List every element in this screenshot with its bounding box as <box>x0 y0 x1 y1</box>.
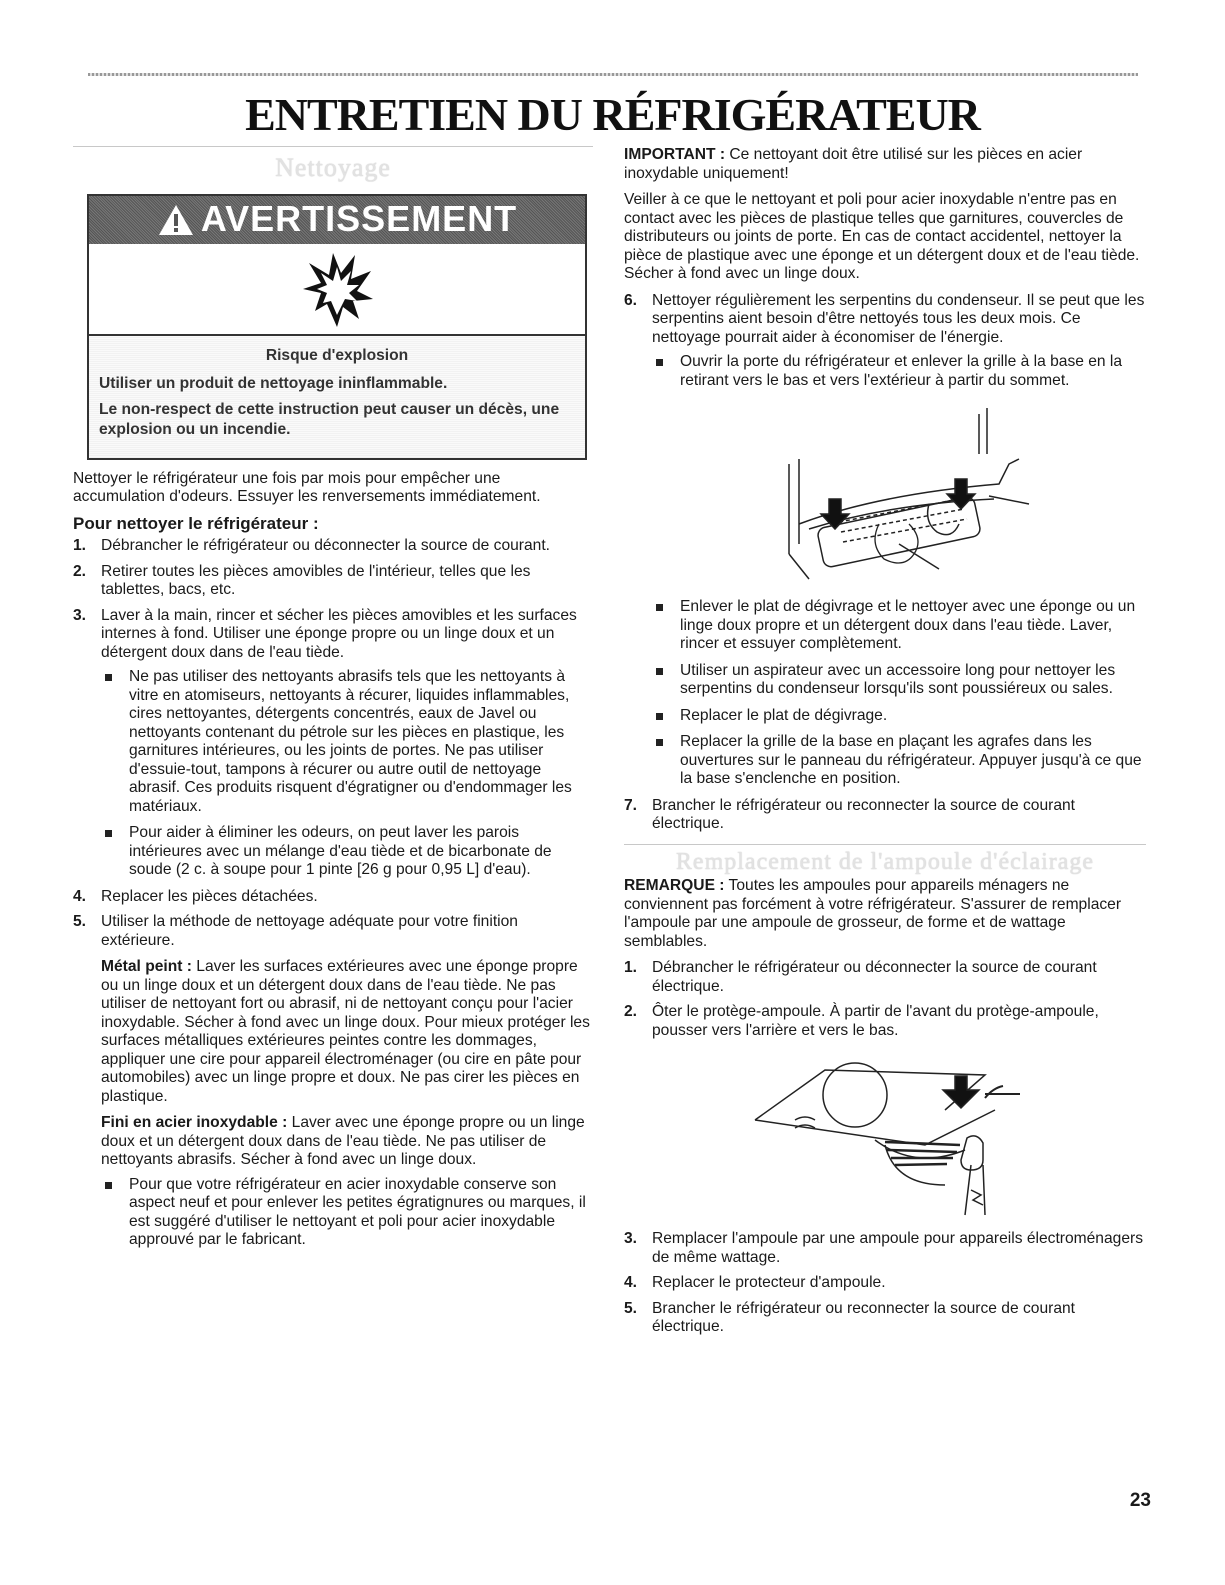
section-title-cleaning: Nettoyage <box>275 153 391 182</box>
cleaning-heading: Pour nettoyer le réfrigérateur : <box>73 513 319 533</box>
list-item: 3. Remplacer l'ampoule par une ampoule pour appareils électroménagers de même wattage. <box>624 1230 1143 1266</box>
left-column <box>73 146 593 1258</box>
warning-line-1: Utiliser un produit de nettoyage ininflammable. <box>99 374 448 392</box>
warning-header-text: AVERTISSEMENT <box>200 198 518 240</box>
painted-metal-paragraph: Métal peint : Laver les surfaces extérieures avec une éponge propre ou un linge doux et un détergent doux dans de l'eau tiède. Ne pas utiliser de nettoyant fort ou abrasif, ni de nettoyant conçu pour l'acier inoxydable. Sécher à fond avec un linge doux. Pour mieux protéger les surfaces métalliques extérieures peintes contre les dommages, appliquer une cire pour appareil électroménager (ou cire en pâte pour automobiles) avec un linge propre et doux. Ne pas cirer les pièces en plastique. <box>101 958 590 1105</box>
important-paragraph: IMPORTANT : Ce nettoyant doit être utilisé sur les pièces en acier inoxydable uniquement! <box>624 146 1083 182</box>
bulb-steps-a <box>624 959 1146 1040</box>
remark-paragraph: REMARQUE : Toutes les ampoules pour appareils ménagers ne conviennent pas forcément à votre réfrigérateur. S'assurer de remplacer l'ampoule par une ampoule de grosseur, de forme et de wattage semblables. <box>624 877 1122 950</box>
warning-body <box>89 336 585 458</box>
list-item: 2. Retirer toutes les pièces amovibles de l'intérieur, telles que les tablettes, bacs, etc. <box>73 562 531 598</box>
grille-removal-illustration <box>759 404 1039 584</box>
bullet-square-icon <box>105 1182 112 1189</box>
important-paragraph-2: Veiller à ce que le nettoyant et poli pour acier inoxydable n'entre pas en contact avec les pièces de plastique telles que garnitures, couvercles de distributeurs ou joints de porte. En cas de contact accidentel, nettoyer la pièce de plastique avec une éponge et un détergent doux et de l'eau tiède. Sécher à fond avec un linge doux. <box>624 191 1140 282</box>
bullet-item: Pour que votre réfrigérateur en acier inoxydable conserve son aspect neuf et pour enlever les petites égratignures ou marques, il est suggéré d'utiliser le nettoyant et poli pour acier inoxydable approuvé par le fabricant. <box>101 1176 593 1250</box>
warning-header <box>89 196 585 244</box>
bullet-item: Enlever le plat de dégivrage et le nettoyer avec une éponge ou un linge doux propre et un détergent doux dans l'eau tiède. Laver, rincer et essuyer complètement. <box>652 598 1146 654</box>
warning-box <box>87 194 587 460</box>
bullet-square-icon <box>656 739 663 746</box>
bullet-item: Ouvrir la porte du réfrigérateur et enlever la grille à la base en la retirant vers le bas et vers l'extérieur à partir du sommet. <box>652 353 1146 390</box>
top-rule <box>88 73 1138 76</box>
bullet-square-icon <box>656 604 663 611</box>
section-title-bulb: Remplacement de l'ampoule d'éclairage <box>675 848 1095 875</box>
list-item: 5. Utiliser la méthode de nettoyage adéquate pour votre finition extérieure. Métal peint : Laver les surfaces extérieures avec une éponge propre ou un linge doux et un détergent doux dans de l'eau tiède. Ne pas utiliser de nettoyant fort ou abrasif, ni de nettoyant conçu pour l'acier inoxydable. Sécher à fond avec un linge doux. Pour mieux protéger les surfaces métalliques extérieures peintes contre les dommages, appliquer une cire pour appareil électroménager (ou cire en pâte pour automobiles) avec un linge propre et doux. Ne pas cirer les pièces en plastique. Fini en acier inoxydable : Laver avec une éponge propre ou un linge doux et un détergent doux dans de l'eau tiède. Ne pas utiliser de nettoyants abrasifs. Sécher à fond avec un linge doux. Pour que votre réfrigérateur en acier inoxydable conserve son aspect neuf et pour enlever les petites égratignures ou marques, il est suggéré d'utiliser le nettoyant et poli pour acier inoxydable approuvé par le fabricant. <box>73 913 593 1250</box>
page-number: 23 <box>1129 1490 1151 1511</box>
list-item: 2. Ôter le protège-ampoule. À partir de l'avant du protège-ampoule, pousser vers l'arrière et vers le bas. <box>624 1003 1099 1039</box>
warning-risk: Risque d'explosion <box>265 346 409 364</box>
bullet-item: Replacer le plat de dégivrage. <box>652 707 1146 726</box>
bullet-item: Pour aider à éliminer les odeurs, on peut laver les parois intérieures avec un mélange d'eau tiède et de bicarbonate de soude (2 c. à soupe pour 1 pinte [26 g pour 0,95 L] d'eau). <box>101 824 593 880</box>
bullet-item: Utiliser un aspirateur avec un accessoire long pour nettoyer les serpentins du condenseur lorsqu'ils sont poussiéreux ou sales. <box>652 662 1146 699</box>
bullet-square-icon <box>656 713 663 720</box>
bullet-square-icon <box>105 674 112 681</box>
list-item: 6. Nettoyer régulièrement les serpentins du condenseur. Il se peut que les serpentins aient besoin d'être nettoyés tous les deux mois. Ce nettoyage pourrait aider à économiser de l'énergie. Ouvrir la porte du réfrigérateur et enlever la grille à la base en la retirant vers le bas et vers l'extérieur à partir du sommet. Enlever le plat de dégivrage et le nettoyer avec une éponge ou un linge doux propre et un détergent doux dans l'eau tiède. Laver, rincer et essuyer complètement. Utiliser un aspirateur avec un accessoire long pour nettoyer les serpentins du condenseur lorsqu'ils sont poussiéreux ou sales. Replacer le plat de dégivrage. Replacer la grille de la base en plaçant les agrafes dans les ouvertures sur le panneau du réfrigérateur. Appuyer jusqu'à ce que la base s'enclenche en position. <box>624 291 1145 787</box>
list-item: 1. Débrancher le réfrigérateur ou déconnecter la source de courant. <box>73 537 551 554</box>
step3-bullets <box>101 668 593 880</box>
list-item: 5. Brancher le réfrigérateur ou reconnecter la source de courant électrique. <box>624 1299 1075 1335</box>
section-divider <box>73 146 593 147</box>
bullet-square-icon <box>656 668 663 675</box>
list-item: 7. Brancher le réfrigérateur ou reconnecter la source de courant électrique. <box>624 796 1075 832</box>
page-title: ENTRETIEN DU RÉFRIGÉRATEUR <box>245 89 980 140</box>
warning-line-2: Le non-respect de cette instruction peut causer un décès, une explosion ou un incendie. <box>99 400 560 438</box>
warning-triangle-icon <box>157 203 195 237</box>
cleaning-steps <box>73 537 593 1250</box>
bulb-illustration <box>624 1050 1146 1220</box>
condenser-steps <box>624 292 1146 834</box>
bullet-square-icon <box>105 830 112 837</box>
bullet-item: Ne pas utiliser des nettoyants abrasifs tels que les nettoyants à vitre en atomiseurs, nettoyants à récurer, liquides inflammables, cires nettoyantes, détergents concentrés, eaux de Javel ou nettoyants contenant du pétrole sur les pièces en plastique, les garnitures intérieures, ou les joints de portes. Ne pas utiliser d'essuie-tout, tampons à récurer ou autre outil de nettoyage abrasif. Ces produits risquent d'égratigner ou d'endommager les matériaux. <box>101 668 593 816</box>
intro-paragraph: Nettoyer le réfrigérateur une fois par mois pour empêcher une accumulation d'odeurs. Essuyer les renversements immédiatement. <box>73 469 541 505</box>
grille-illustration <box>652 404 1146 584</box>
step6-bullets-b <box>652 598 1146 789</box>
step6-bullets-a <box>652 353 1146 390</box>
warning-icon-area <box>89 244 585 336</box>
stainless-bullets <box>101 1176 593 1250</box>
section-divider <box>624 844 1146 845</box>
explosion-icon <box>297 249 377 329</box>
list-item: 4. Replacer les pièces détachées. <box>73 887 318 905</box>
bullet-square-icon <box>656 359 663 366</box>
bulb-steps-b <box>624 1230 1146 1337</box>
list-item: 1. Débrancher le réfrigérateur ou déconnecter la source de courant électrique. <box>624 959 1097 995</box>
bullet-item: Replacer la grille de la base en plaçant les agrafes dans les ouvertures sur le panneau du réfrigérateur. Appuyer jusqu'à ce que la base s'enclenche en position. <box>652 733 1146 789</box>
bulb-cover-illustration <box>735 1050 1035 1220</box>
right-column <box>624 146 1146 1344</box>
list-item: 3. Laver à la main, rincer et sécher les pièces amovibles et les surfaces internes à fond. Utiliser une éponge propre ou un linge doux et un détergent doux dans de l'eau tiède. Ne pas utiliser des nettoyants abrasifs tels que les nettoyants à vitre en atomiseurs, nettoyants à récurer, liquides inflammables, cires nettoyantes, détergents concentrés, eaux de Javel ou nettoyants contenant du pétrole sur les pièces en plastique, les garnitures intérieures, ou les joints de portes. Ne pas utiliser d'essuie-tout, tampons à récurer ou autre outil de nettoyage abrasif. Ces produits risquent d'égratigner ou d'endommager les matériaux. Pour aider à éliminer les odeurs, on peut laver les parois intérieures avec un mélange d'eau tiède et de bicarbonate de soude (2 c. à soupe pour 1 pinte [26 g pour 0,95 L] d'eau). <box>73 607 593 880</box>
list-item: 4. Replacer le protecteur d'ampoule. <box>624 1274 886 1291</box>
stainless-paragraph: Fini en acier inoxydable : Laver avec une éponge propre ou un linge doux et un détergent doux dans de l'eau tiède. Ne pas utiliser de nettoyants abrasifs. Sécher à fond avec un linge doux. <box>101 1114 585 1168</box>
